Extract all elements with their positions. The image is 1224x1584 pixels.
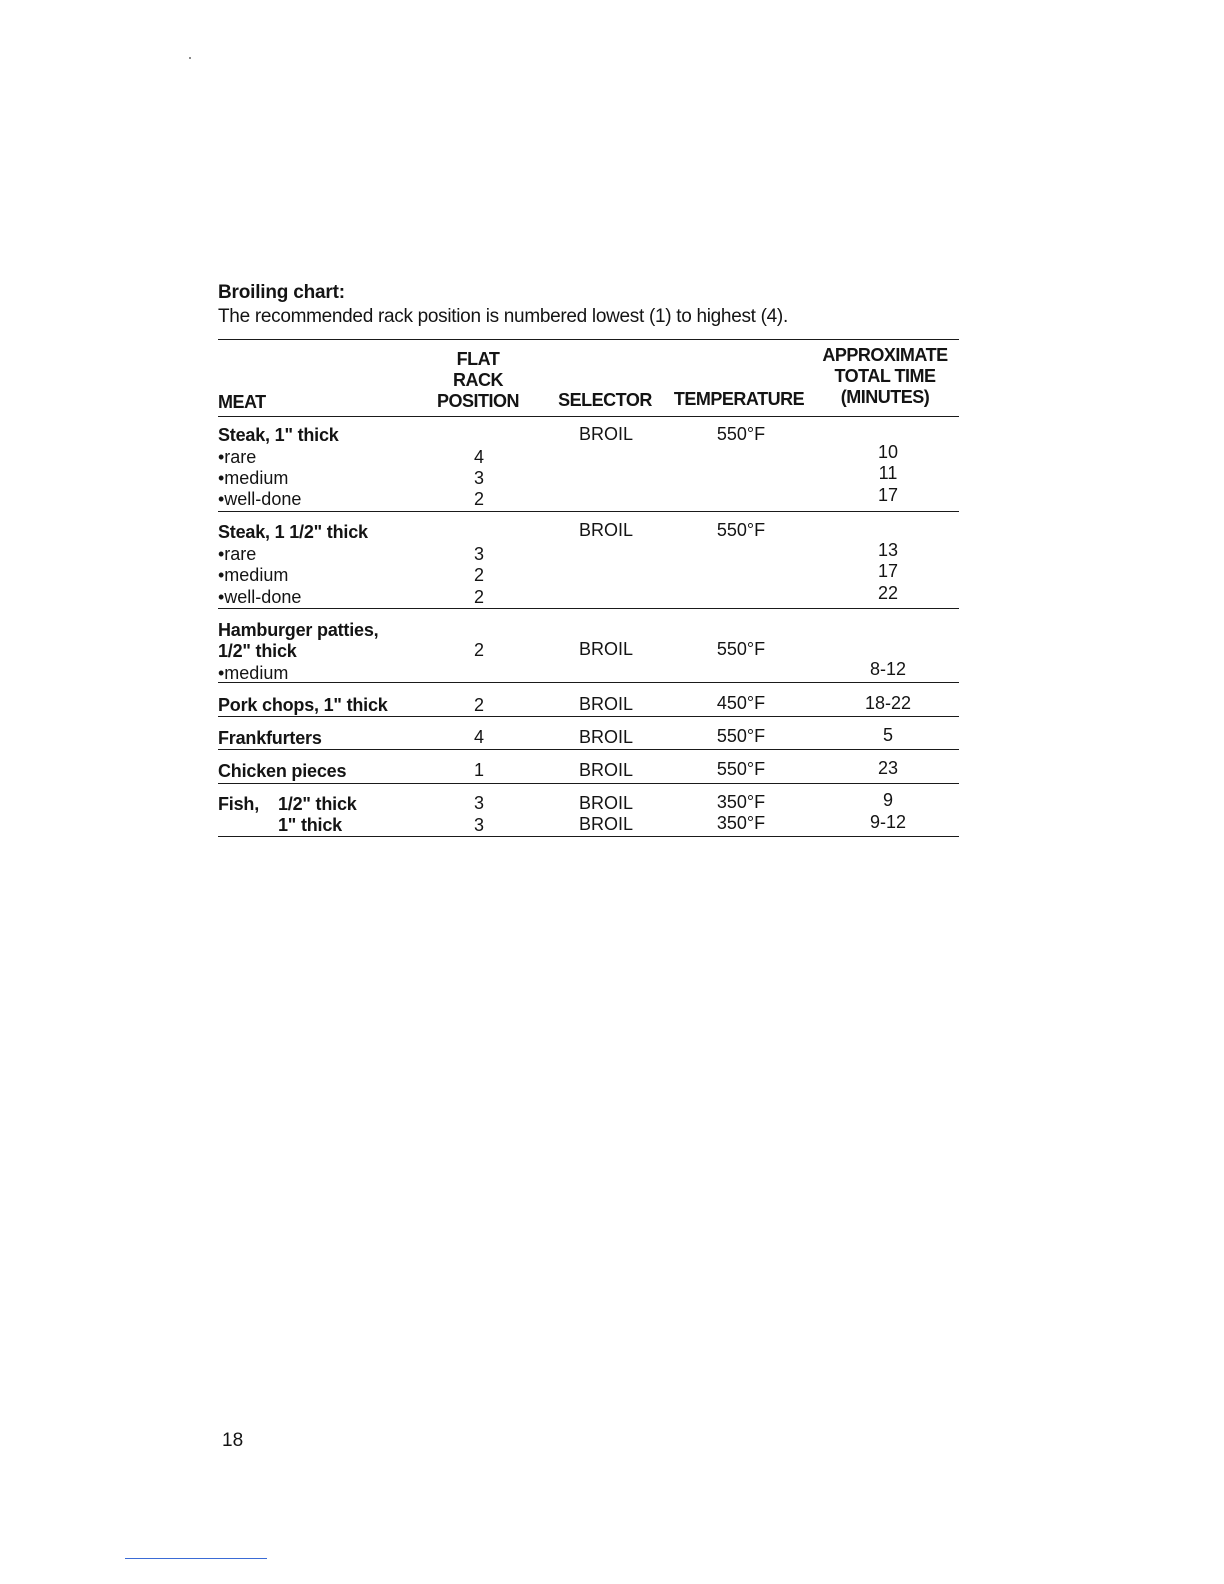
time-cell: 9 xyxy=(882,790,894,810)
rack-cell: 4 xyxy=(473,727,485,747)
rack-cell: 1 xyxy=(473,760,485,780)
meat-group-name-line-2: 1/2" thick xyxy=(218,641,297,661)
temperature-cell: 550°F xyxy=(716,520,766,540)
selector-cell: BROIL xyxy=(578,694,634,714)
row-rule xyxy=(218,749,959,750)
meat-group-name: Chicken pieces xyxy=(218,761,347,781)
time-cell: 17 xyxy=(877,561,899,581)
time-cell: 22 xyxy=(877,583,899,603)
table-top-rule xyxy=(218,339,959,340)
time-cell: 18-22 xyxy=(864,693,912,713)
row-rule xyxy=(218,511,959,512)
rack-cell: 2 xyxy=(473,489,485,509)
doneness-label: •medium xyxy=(218,468,289,488)
time-cell: 9-12 xyxy=(869,812,907,832)
page-number: 18 xyxy=(222,1430,244,1451)
selector-cell: BROIL xyxy=(578,639,634,659)
scan-edge-line xyxy=(125,1558,267,1559)
temperature-cell: 550°F xyxy=(716,424,766,444)
column-header-rack-position: FLAT RACK POSITION xyxy=(436,349,519,411)
fish-thickness-label: 1" thick xyxy=(278,815,342,835)
column-header-selector: SELECTOR xyxy=(558,390,652,410)
rack-cell: 4 xyxy=(473,447,485,467)
row-rule xyxy=(218,608,959,609)
header-rule xyxy=(218,416,959,417)
temperature-cell: 350°F xyxy=(716,792,766,812)
doneness-label: •medium xyxy=(218,663,289,683)
selector-cell: BROIL xyxy=(578,520,634,540)
column-header-approximate-time: APPROXIMATE TOTAL TIME (MINUTES) xyxy=(822,345,948,407)
doneness-label: •rare xyxy=(218,544,257,564)
temperature-cell: 350°F xyxy=(716,813,766,833)
row-rule xyxy=(218,783,959,784)
rack-cell: 3 xyxy=(473,544,485,564)
meat-group-name: Steak, 1" thick xyxy=(218,425,339,445)
meat-group-name: Steak, 1 1/2" thick xyxy=(218,522,368,542)
meat-group-name: Fish, xyxy=(218,794,260,814)
doneness-label: •well-done xyxy=(218,587,302,607)
time-cell: 10 xyxy=(877,442,899,462)
meat-group-name: Frankfurters xyxy=(218,728,322,748)
rack-cell: 3 xyxy=(473,815,485,835)
temperature-cell: 450°F xyxy=(716,693,766,713)
rack-cell: 2 xyxy=(473,565,485,585)
selector-cell: BROIL xyxy=(578,424,634,444)
meat-group-name: Hamburger patties, xyxy=(218,620,379,640)
row-rule xyxy=(218,682,959,683)
rack-cell: 2 xyxy=(473,695,485,715)
column-header-temperature: TEMPERATURE xyxy=(673,389,805,409)
scan-speck xyxy=(189,57,191,59)
time-cell: 17 xyxy=(877,485,899,505)
temperature-cell: 550°F xyxy=(716,639,766,659)
temperature-cell: 550°F xyxy=(716,759,766,779)
time-cell: 13 xyxy=(877,540,899,560)
chart-heading: Broiling chart: xyxy=(218,282,345,303)
chart-intro: The recommended rack position is numbered lowest (1) to highest (4). xyxy=(218,306,788,327)
time-cell: 23 xyxy=(877,758,899,778)
rack-cell: 3 xyxy=(473,793,485,813)
rack-cell: 2 xyxy=(473,640,485,660)
selector-cell: BROIL xyxy=(578,814,634,834)
doneness-label: •well-done xyxy=(218,489,302,509)
selector-cell: BROIL xyxy=(578,793,634,813)
selector-cell: BROIL xyxy=(578,727,634,747)
doneness-label: •medium xyxy=(218,565,289,585)
temperature-cell: 550°F xyxy=(716,726,766,746)
time-cell: 8-12 xyxy=(869,659,907,679)
meat-group-name: Pork chops, 1" thick xyxy=(218,695,388,715)
rack-cell: 3 xyxy=(473,468,485,488)
table-bottom-rule xyxy=(218,836,959,837)
row-rule xyxy=(218,716,959,717)
broiling-chart-table xyxy=(218,339,959,839)
column-header-meat: MEAT xyxy=(218,392,266,412)
rack-cell: 2 xyxy=(473,587,485,607)
selector-cell: BROIL xyxy=(578,760,634,780)
time-cell: 11 xyxy=(878,463,898,483)
time-cell: 5 xyxy=(882,725,894,745)
fish-thickness-label: 1/2" thick xyxy=(278,794,357,814)
doneness-label: •rare xyxy=(218,447,257,467)
